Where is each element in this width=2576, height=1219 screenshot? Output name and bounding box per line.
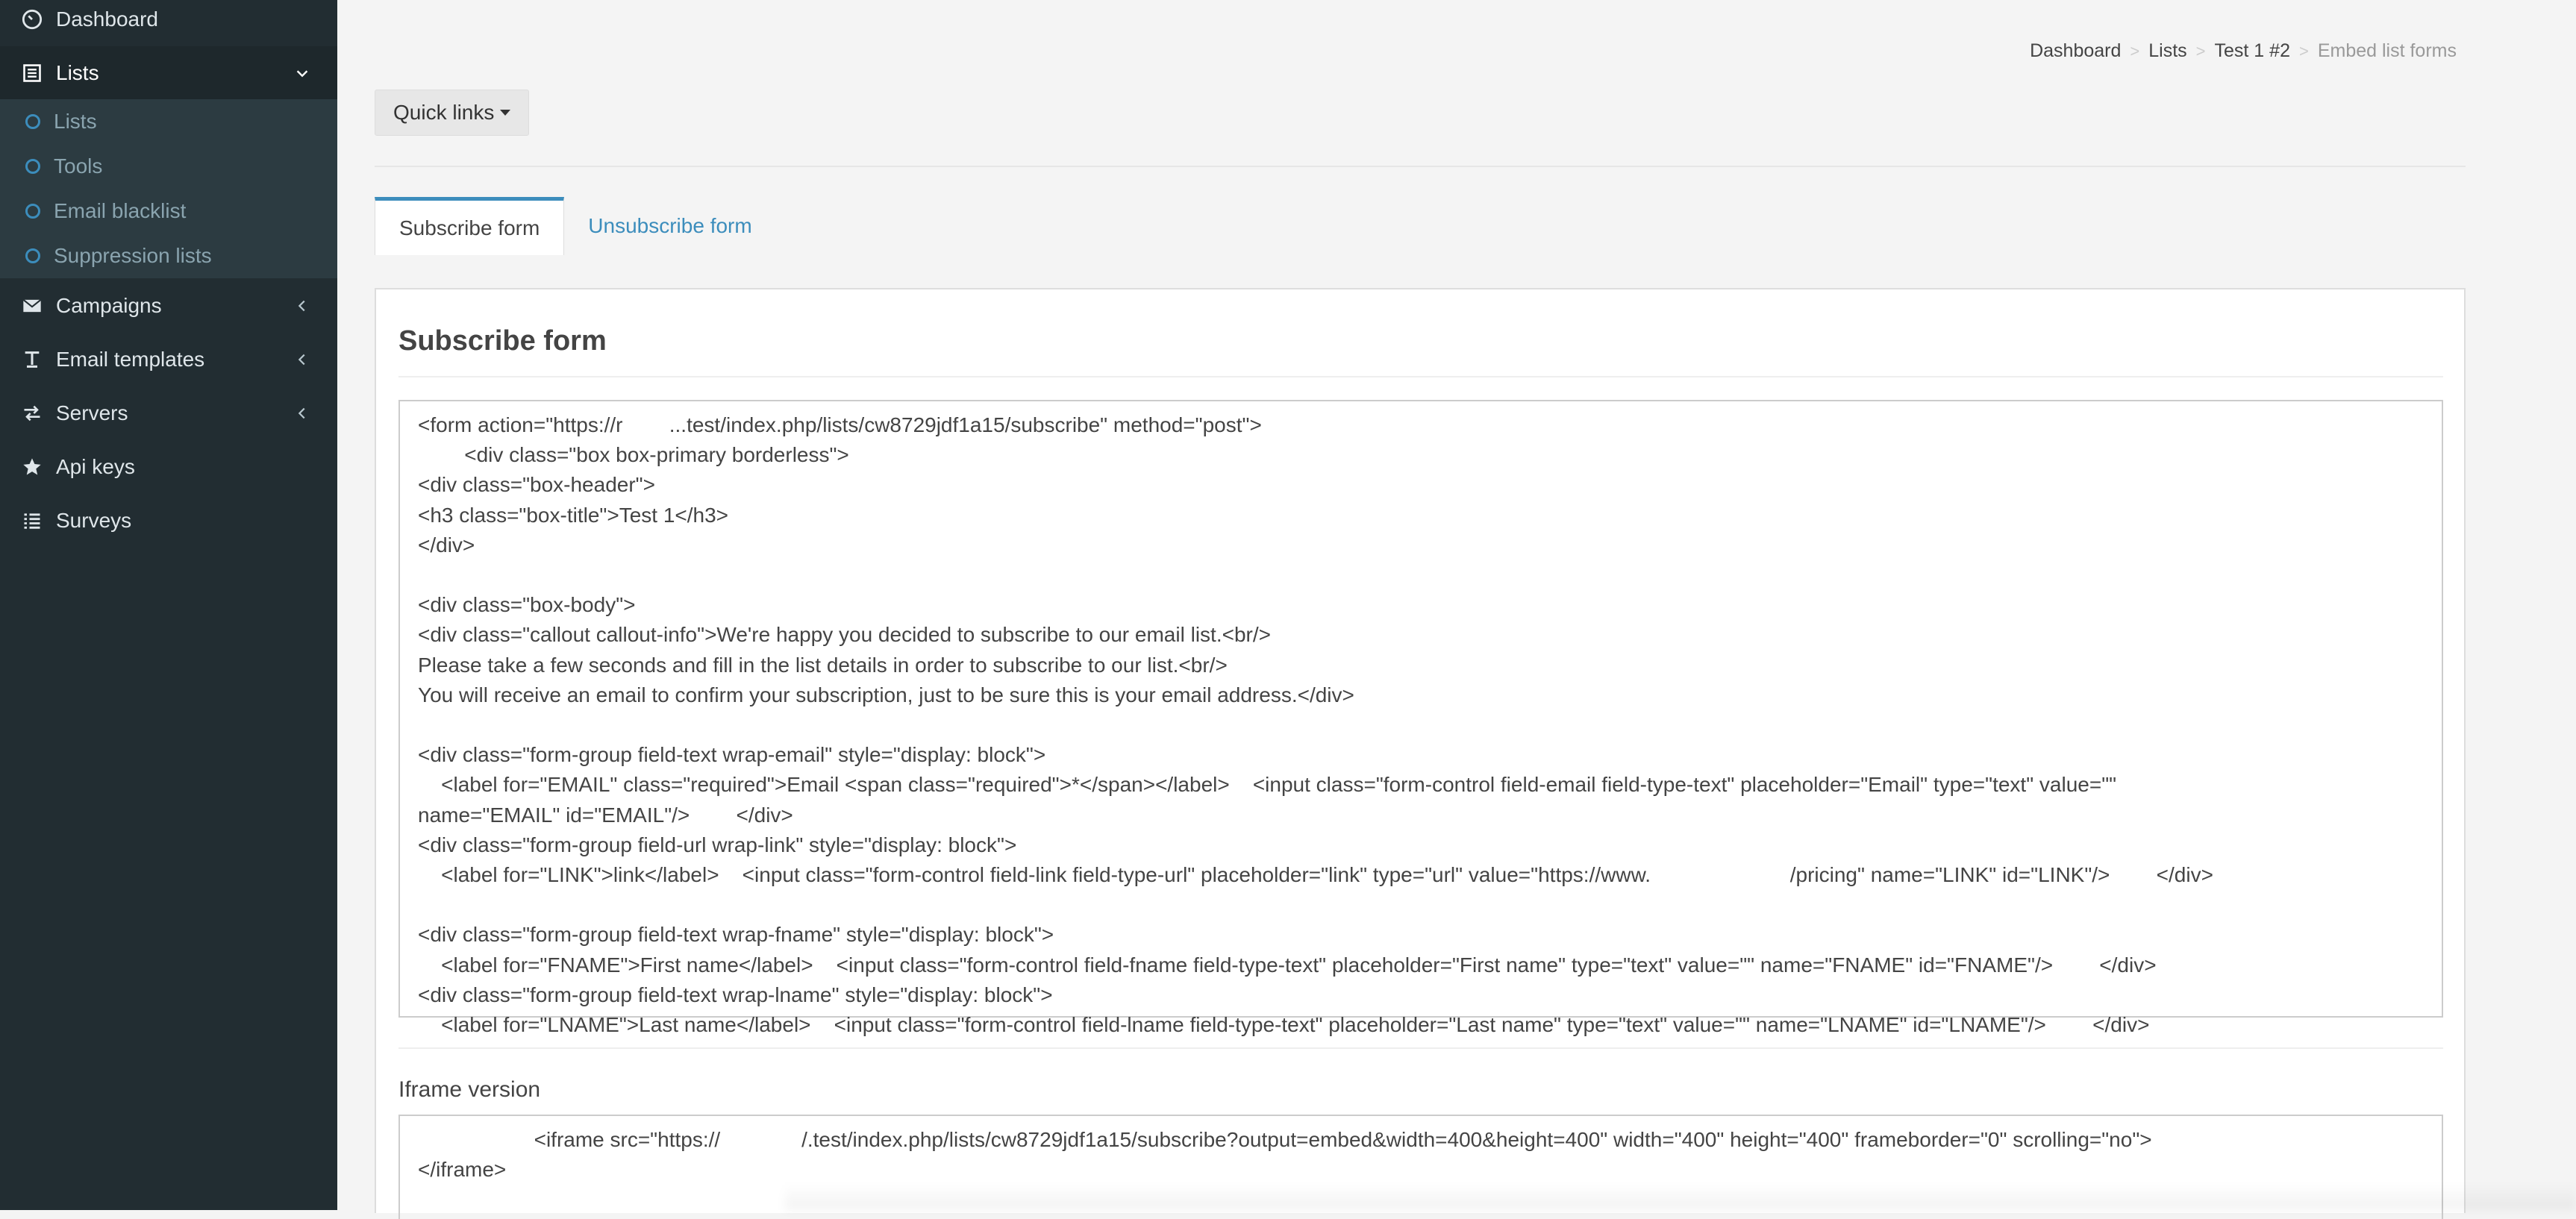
chevron-left-icon bbox=[294, 405, 310, 422]
sidebar-item-dashboard[interactable] bbox=[0, 0, 337, 46]
panel-title: Subscribe form bbox=[398, 325, 607, 357]
code-line: You will receive an email to confirm your subscription, just to be sure this is your email address.</div> bbox=[418, 683, 1354, 706]
text-icon bbox=[21, 348, 43, 371]
sidebar-item-label: Lists bbox=[56, 61, 99, 84]
tab-subscribe-form[interactable] bbox=[375, 197, 564, 255]
sidebar-item-lists[interactable] bbox=[0, 46, 337, 100]
code-line: <div class="callout callout-info">We're happy you decided to subscribe to our email list.<br/> bbox=[418, 623, 1271, 647]
sidebar-item-label: Email templates bbox=[56, 348, 205, 371]
sidebar-item-label: Api keys bbox=[56, 455, 135, 478]
breadcrumb-current: Embed list forms bbox=[2317, 40, 2457, 61]
sidebar-item-label: Surveys bbox=[56, 509, 132, 532]
code-line bbox=[418, 560, 2424, 590]
code-line: <div class="box box-primary borderless"> bbox=[418, 443, 849, 467]
list-lines-icon bbox=[21, 510, 43, 532]
code-line: <label for="FNAME">First name</label> <input class="form-control field-fname field-type-text" placeholder="First name" type="text" value="" name="FNAME" id="FNAME"/> </div> bbox=[418, 953, 2157, 977]
sidebar-item-email-templates[interactable] bbox=[0, 333, 337, 386]
code-line: <h3 class="box-title">Test 1</h3> bbox=[418, 503, 729, 527]
sidebar-subitem-lists[interactable] bbox=[0, 99, 337, 144]
iframe-version-label: Iframe version bbox=[398, 1077, 541, 1102]
sidebar-item-api-keys[interactable] bbox=[0, 440, 337, 494]
code-line bbox=[418, 890, 2424, 920]
breadcrumb bbox=[2030, 40, 2457, 62]
chevron-left-icon bbox=[294, 351, 310, 368]
code-line: <div class="form-group field-url wrap-link" style="display: block"> bbox=[418, 833, 1017, 856]
sidebar-item-servers[interactable] bbox=[0, 386, 337, 440]
tab-label: Unsubscribe form bbox=[588, 214, 752, 237]
sidebar-subitem-suppression-lists[interactable] bbox=[0, 234, 337, 278]
form-tabs bbox=[375, 197, 776, 255]
code-line bbox=[418, 710, 2424, 740]
circle-icon bbox=[25, 114, 40, 129]
sidebar-subitem-label: Suppression lists bbox=[54, 244, 212, 267]
tab-unsubscribe-form[interactable] bbox=[564, 197, 775, 255]
main-content bbox=[337, 0, 2494, 1210]
sidebar-item-surveys[interactable] bbox=[0, 494, 337, 548]
circle-icon bbox=[25, 204, 40, 219]
sidebar-item-label: Campaigns bbox=[56, 294, 162, 317]
breadcrumb-item-dashboard[interactable]: Dashboard bbox=[2030, 40, 2122, 61]
sidebar-subitem-label: Email blacklist bbox=[54, 199, 187, 222]
sidebar bbox=[0, 0, 337, 1210]
code-line: <div class="form-group field-text wrap-email" style="display: block"> bbox=[418, 743, 1046, 767]
divider bbox=[398, 1047, 2443, 1049]
code-line: <label for="LNAME">Last name</label> <input class="form-control field-lname field-type-text" placeholder="Last name" type="text" value="" name="LNAME" id="LNAME"/> </div> bbox=[418, 1013, 2150, 1037]
breadcrumb-separator: > bbox=[2298, 41, 2309, 60]
circle-icon bbox=[25, 159, 40, 174]
quick-links-label: Quick links bbox=[393, 101, 495, 124]
embed-code-textarea[interactable] bbox=[398, 400, 2443, 1037]
sidebar-item-campaigns[interactable] bbox=[0, 279, 337, 333]
code-line: Please take a few seconds and fill in the list details in order to subscribe to our list.<br/> bbox=[418, 653, 1228, 677]
code-line: <label for="LINK">link</label> <input class="form-control field-link field-type-url" placeholder="link" type="url" value="https://www. /pricing" name="LINK" id="LINK"/> </div> bbox=[418, 863, 2213, 887]
code-line: <div class="form-group field-text wrap-fname" style="display: block"> bbox=[418, 923, 1054, 947]
chevron-down-icon bbox=[294, 65, 310, 81]
sidebar-subitem-tools[interactable] bbox=[0, 144, 337, 189]
sidebar-item-label: Dashboard bbox=[56, 7, 158, 31]
star-icon bbox=[21, 456, 43, 478]
caret-down-icon bbox=[500, 110, 510, 116]
code-line: <form action="https://r ...test/index.php/lists/cw8729jdf1a15/subscribe" method="post"> bbox=[418, 413, 1262, 436]
breadcrumb-item-list[interactable]: Test 1 #2 bbox=[2214, 40, 2290, 61]
sidebar-item-label: Servers bbox=[56, 401, 128, 424]
envelope-icon bbox=[21, 295, 43, 317]
code-line: name="EMAIL" id="EMAIL"/> </div> bbox=[418, 803, 793, 827]
code-line: </iframe> bbox=[418, 1158, 507, 1181]
exchange-icon bbox=[21, 402, 43, 424]
divider bbox=[398, 376, 2443, 377]
tab-label: Subscribe form bbox=[399, 216, 540, 239]
dashboard-icon bbox=[21, 8, 43, 31]
code-line: <label for="EMAIL" class="required">Email <span class="required">*</span></label> <input class="form-control field-email field-type-text" placeholder="Email" type="text" value="" bbox=[418, 773, 2117, 797]
sidebar-subitem-label: Lists bbox=[54, 110, 97, 133]
circle-icon bbox=[25, 248, 40, 263]
breadcrumb-separator: > bbox=[2130, 41, 2140, 60]
breadcrumb-separator: > bbox=[2195, 41, 2206, 60]
quick-links-button[interactable] bbox=[375, 90, 529, 136]
code-line: </div> bbox=[418, 533, 475, 557]
divider bbox=[375, 166, 2466, 167]
list-icon bbox=[21, 62, 43, 84]
code-line: <iframe src="https:// /.test/index.php/lists/cw8729jdf1a15/subscribe?output=embed&width=400&height=400" width="400" height="400" frameborder="0" scrolling="no"> bbox=[418, 1128, 2152, 1151]
sidebar-subitem-label: Tools bbox=[54, 154, 103, 178]
code-line: <div class="form-group field-text wrap-lname" style="display: block"> bbox=[418, 983, 1053, 1006]
code-line: <div class="box-header"> bbox=[418, 473, 655, 497]
chevron-left-icon bbox=[294, 298, 310, 314]
code-line: <div class="box-body"> bbox=[418, 593, 636, 617]
scroll-shadow bbox=[785, 1183, 2576, 1210]
sidebar-subitem-email-blacklist[interactable] bbox=[0, 189, 337, 234]
subscribe-form-panel bbox=[375, 288, 2466, 1213]
breadcrumb-item-lists[interactable]: Lists bbox=[2148, 40, 2187, 61]
